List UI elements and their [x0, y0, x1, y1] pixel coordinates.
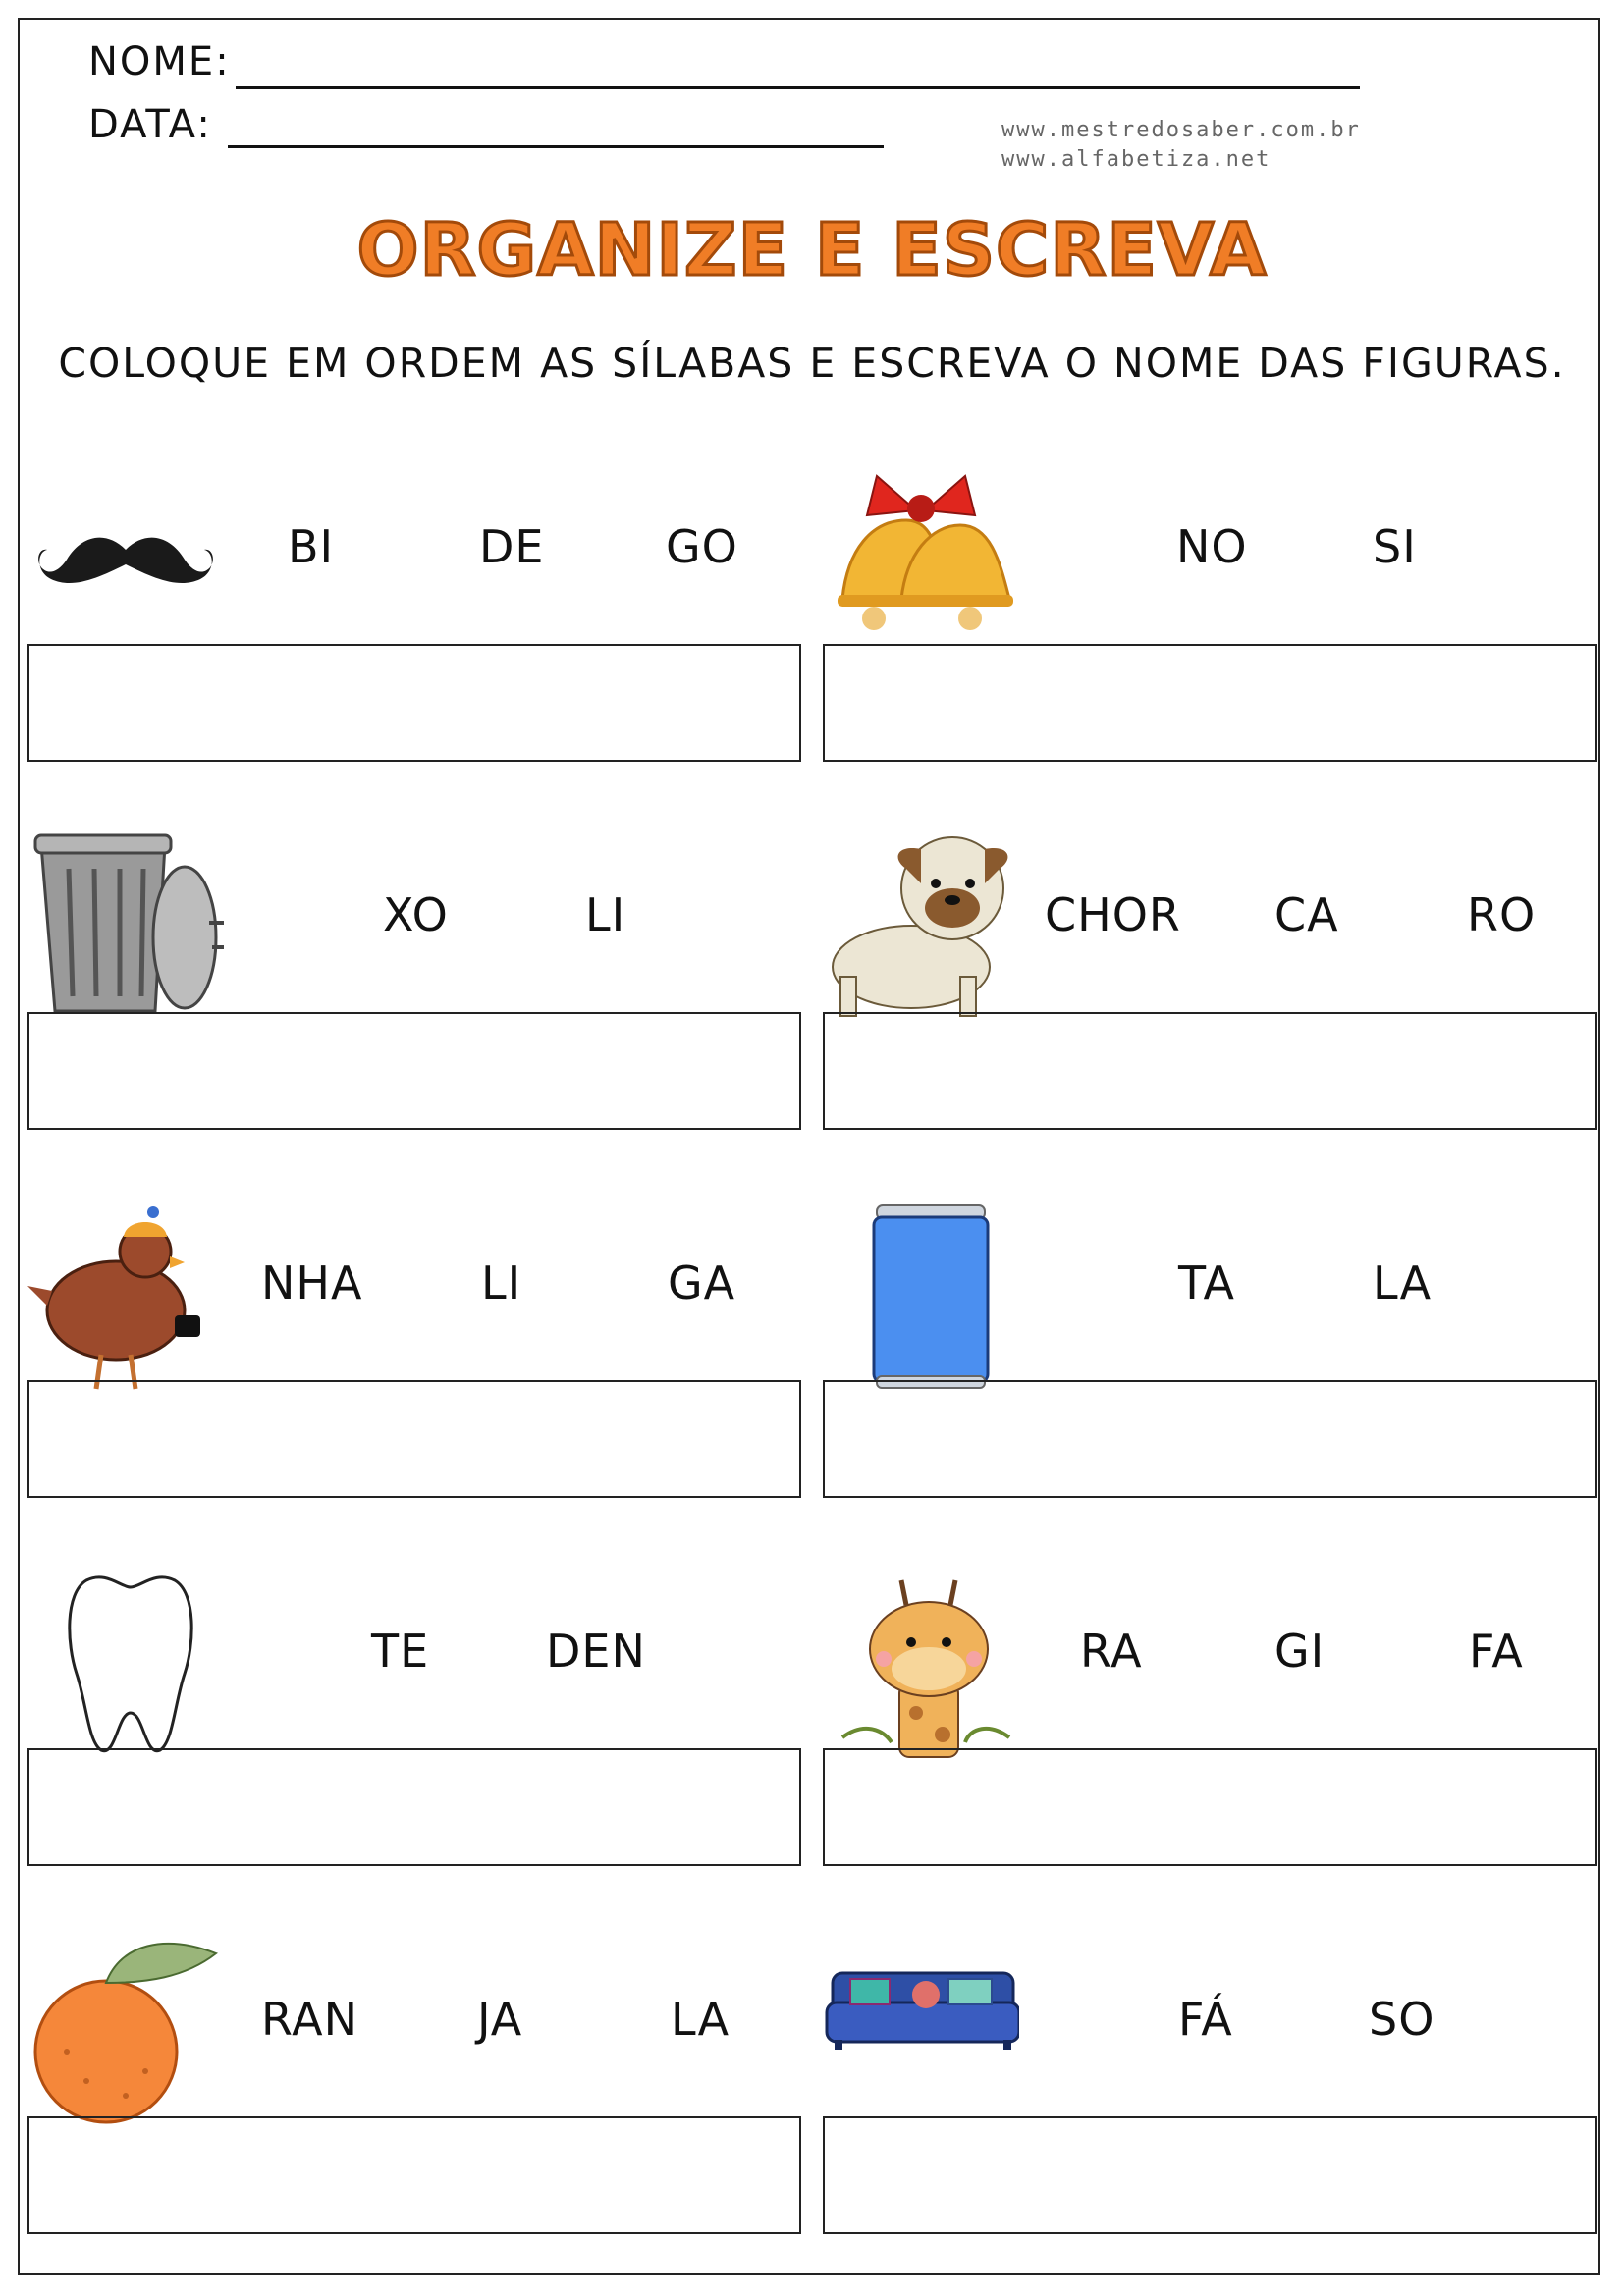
syllable: NHA — [261, 1256, 363, 1309]
exercise-item — [813, 1198, 1589, 1512]
instruction-text: COLOQUE EM ORDEM AS SÍLABAS E ESCREVA O NOME DAS FIGURAS. — [58, 340, 1566, 387]
answer-box[interactable] — [27, 1012, 801, 1130]
syllable: SO — [1369, 1993, 1435, 2046]
name-write-line[interactable] — [236, 86, 1360, 89]
tooth-icon — [27, 1566, 224, 1762]
answer-box[interactable] — [823, 644, 1597, 762]
syllable: FA — [1469, 1625, 1524, 1678]
name-label: NOME: — [88, 39, 231, 84]
syllable: XO — [383, 888, 449, 941]
pug-dog-icon — [823, 829, 1019, 1026]
answer-box[interactable] — [823, 1012, 1597, 1130]
answer-box[interactable] — [823, 1380, 1597, 1498]
giraffe-icon — [823, 1566, 1019, 1762]
syllable: LA — [1373, 1256, 1433, 1309]
syllable: GO — [666, 520, 738, 573]
exercise-item — [18, 1198, 793, 1512]
orange-icon — [27, 1934, 224, 2130]
syllable: LA — [671, 1993, 731, 2046]
syllable: LI — [585, 888, 626, 941]
exercise-item — [813, 1566, 1589, 1880]
syllable: GA — [668, 1256, 736, 1309]
hen-icon — [27, 1198, 224, 1394]
exercise-item — [18, 829, 793, 1144]
syllable: BI — [288, 520, 335, 573]
answer-box[interactable] — [823, 2116, 1597, 2234]
syllable: NO — [1176, 520, 1248, 573]
date-label: DATA: — [88, 102, 212, 147]
syllable: RAN — [261, 1993, 358, 2046]
exercise-item — [18, 1566, 793, 1880]
page-title: ORGANIZE E ESCREVA — [356, 208, 1268, 293]
soda-can-icon — [823, 1198, 1019, 1394]
date-write-line[interactable] — [228, 145, 884, 148]
syllable: TA — [1178, 1256, 1235, 1309]
exercise-item — [813, 461, 1589, 775]
syllable: DE — [479, 520, 545, 573]
site-url-1: www.mestredosaber.com.br — [1001, 118, 1361, 142]
syllable: GI — [1274, 1625, 1326, 1678]
exercise-item — [813, 1934, 1589, 2248]
sofa-icon — [823, 1934, 1019, 2130]
bells-icon — [823, 461, 1019, 658]
syllable: JA — [477, 1993, 523, 2046]
trash-can-icon — [27, 829, 224, 1026]
exercise-item — [813, 829, 1589, 1144]
syllable: LI — [481, 1256, 522, 1309]
syllable: CA — [1274, 888, 1339, 941]
answer-box[interactable] — [823, 1748, 1597, 1866]
exercise-item — [18, 1934, 793, 2248]
syllable: FÁ — [1178, 1993, 1233, 2046]
syllable: RA — [1080, 1625, 1143, 1678]
answer-box[interactable] — [27, 644, 801, 762]
syllable: DEN — [546, 1625, 646, 1678]
site-url-2: www.alfabetiza.net — [1001, 147, 1272, 172]
answer-box[interactable] — [27, 2116, 801, 2234]
syllable: TE — [371, 1625, 430, 1678]
answer-box[interactable] — [27, 1748, 801, 1866]
exercise-item — [18, 461, 793, 775]
syllable: SI — [1373, 520, 1417, 573]
syllable: RO — [1467, 888, 1537, 941]
answer-box[interactable] — [27, 1380, 801, 1498]
syllable: CHOR — [1045, 888, 1181, 941]
